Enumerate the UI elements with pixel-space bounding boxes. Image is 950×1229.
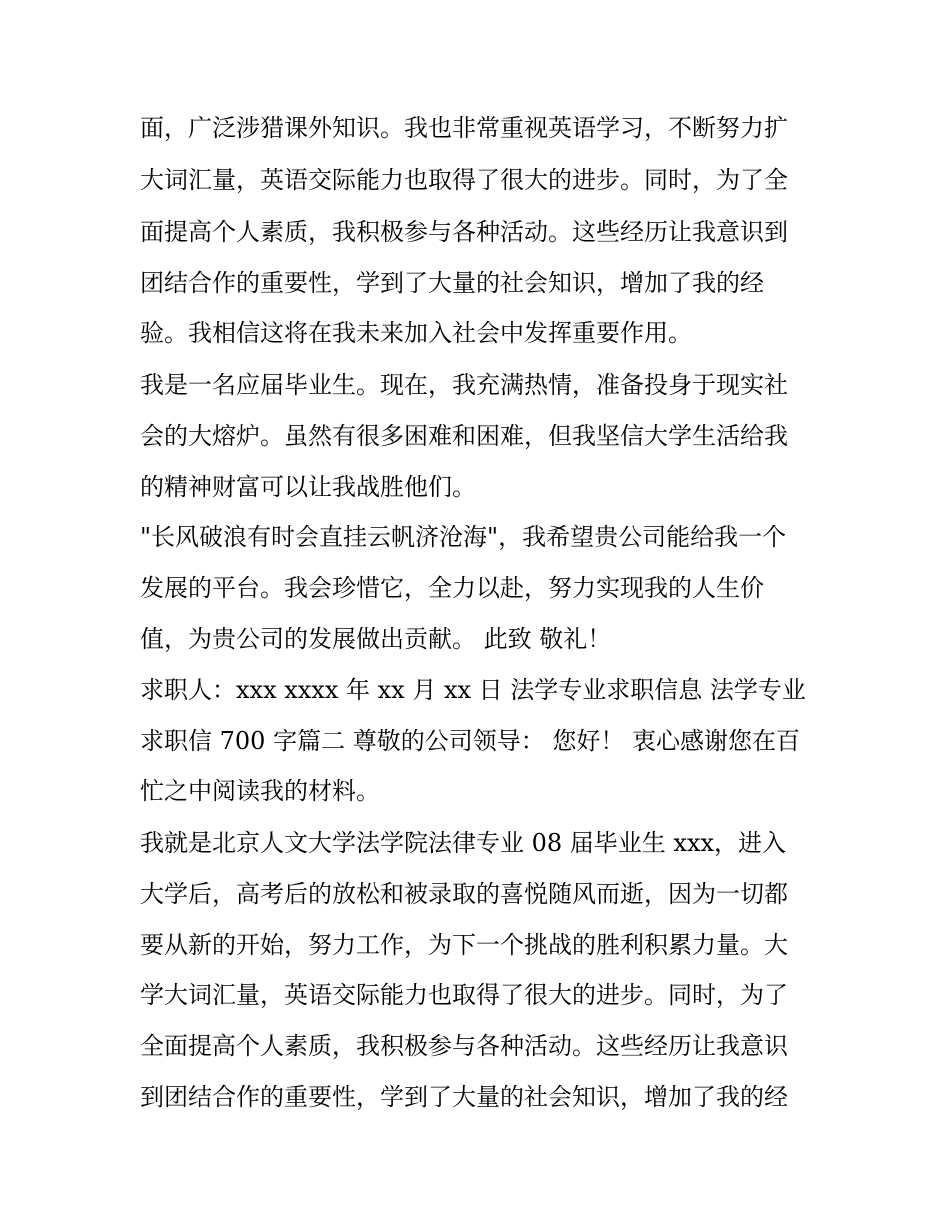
text-line: 面，广泛涉猎课外知识。我也非常重视英语学习，不断努力扩 — [140, 114, 788, 142]
text-line: "长风破浪有时会直挂云帆济沧海"，我希望贵公司能给我一个 — [140, 523, 787, 551]
text-line: 验。我相信这将在我未来加入社会中发挥重要作用。 — [140, 319, 692, 347]
text-line: 要从新的开始，努力工作，为下一个挑战的胜利积累力量。大 — [140, 931, 788, 959]
text-line: 我就是北京人文大学法学院法律专业 08 届毕业生 xxx，进入 — [140, 829, 787, 857]
text-line: 大学后，高考后的放松和被录取的喜悦随风而逝，因为一切都 — [140, 880, 788, 908]
text-line: 会的大熔炉。虽然有很多困难和困难，但我坚信大学生活给我 — [140, 422, 788, 450]
text-line: 求职信 700 字篇二 尊敬的公司领导： 您好！ 衷心感谢您在百 — [140, 727, 800, 755]
text-line: 学大词汇量，英语交际能力也取得了很大的进步。同时，为了 — [140, 981, 788, 1009]
text-line: 我是一名应届毕业生。现在，我充满热情，准备投身于现实社 — [140, 371, 788, 399]
text-line: 的精神财富可以让我战胜他们。 — [140, 473, 476, 501]
text-line: 到团结合作的重要性，学到了大量的社会知识，增加了我的经 — [140, 1083, 788, 1111]
text-line: 忙之中阅读我的材料。 — [140, 777, 380, 805]
text-line: 面提高个人素质，我积极参与各种活动。这些经历让我意识到 — [140, 218, 788, 246]
text-line: 求职人：xxx xxxx 年 xx 月 xx 日 法学专业求职信息 法学专业 — [140, 676, 806, 704]
text-line: 全面提高个人素质，我积极参与各种活动。这些经历让我意识 — [140, 1032, 788, 1060]
text-line: 大词汇量，英语交际能力也取得了很大的进步。同时，为了全 — [140, 166, 788, 194]
text-line: 值，为贵公司的发展做出贡献。 此致 敬礼！ — [140, 625, 612, 653]
text-line: 发展的平台。我会珍惜它，全力以赴，努力实现我的人生价 — [140, 574, 764, 602]
text-line: 团结合作的重要性，学到了大量的社会知识，增加了我的经 — [140, 269, 764, 297]
